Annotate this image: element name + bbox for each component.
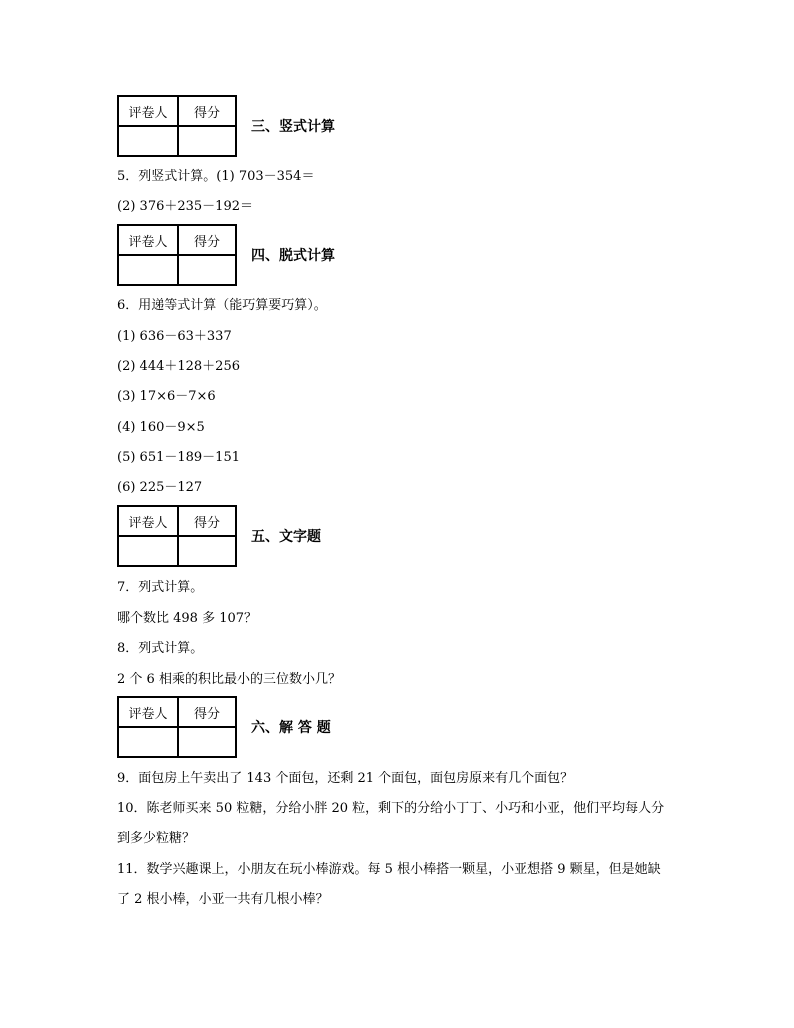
- section-title: 五、文字题: [251, 529, 321, 545]
- score-cell[interactable]: [178, 536, 236, 566]
- section-title: 四、脱式计算: [251, 248, 335, 264]
- score-label: 得分: [178, 506, 236, 536]
- question-5: 5．列竖式计算。(1) 703－354＝: [117, 169, 315, 184]
- section-4-header: [117, 224, 335, 286]
- score-box: [117, 224, 237, 286]
- reviewer-cell[interactable]: [118, 126, 178, 156]
- score-cell[interactable]: [178, 255, 236, 285]
- question-6-item-4: (4) 160－9×5: [117, 420, 205, 435]
- question-8: 8．列式计算。: [117, 641, 204, 656]
- score-label: 得分: [178, 96, 236, 126]
- reviewer-cell[interactable]: [118, 255, 178, 285]
- question-6-item-3: (3) 17×6－7×6: [117, 389, 216, 404]
- question-11-cont: 了 2 根小棒，小亚一共有几根小棒？: [117, 892, 329, 907]
- section-title: 六、解 答 题: [251, 720, 331, 736]
- question-6: 6．用递等式计算（能巧算要巧算）。: [117, 298, 327, 313]
- score-label: 得分: [178, 697, 236, 727]
- section-3-header: [117, 95, 335, 157]
- reviewer-label: 评卷人: [118, 225, 178, 255]
- reviewer-label: 评卷人: [118, 697, 178, 727]
- question-7: 7．列式计算。: [117, 580, 204, 595]
- question-6-item-2: (2) 444＋128＋256: [117, 359, 240, 374]
- section-title: 三、竖式计算: [251, 119, 335, 135]
- reviewer-label: 评卷人: [118, 96, 178, 126]
- question-7-text: 哪个数比 498 多 107？: [117, 611, 258, 626]
- question-10-cont: 到多少粒糖？: [117, 831, 196, 846]
- question-10: 10．陈老师买来 50 粒糖，分给小胖 20 粒，剩下的分给小丁丁、小巧和小亚，他们平均每人分: [117, 801, 665, 816]
- question-9: 9．面包房上午卖出了 143 个面包，还剩 21 个面包，面包房原来有几个面包？: [117, 771, 574, 786]
- question-6-item-6: (6) 225－127: [117, 480, 203, 495]
- section-5-header: [117, 505, 321, 567]
- score-label: 得分: [178, 225, 236, 255]
- section-6-header: [117, 696, 331, 758]
- score-cell[interactable]: [178, 727, 236, 757]
- reviewer-cell[interactable]: [118, 727, 178, 757]
- question-11: 11．数学兴趣课上，小朋友在玩小棒游戏。每 5 根小棒搭一颗星，小亚想搭 9 颗星，但是她缺: [117, 862, 661, 877]
- question-6-item-5: (5) 651－189－151: [117, 450, 240, 465]
- question-5-part-2: (2) 376＋235－192＝: [117, 199, 253, 214]
- score-box: [117, 696, 237, 758]
- score-box: [117, 505, 237, 567]
- score-box: [117, 95, 237, 157]
- reviewer-label: 评卷人: [118, 506, 178, 536]
- question-6-item-1: (1) 636－63＋337: [117, 329, 232, 344]
- question-8-text: 2 个 6 相乘的积比最小的三位数小几？: [117, 672, 341, 687]
- score-cell[interactable]: [178, 126, 236, 156]
- reviewer-cell[interactable]: [118, 536, 178, 566]
